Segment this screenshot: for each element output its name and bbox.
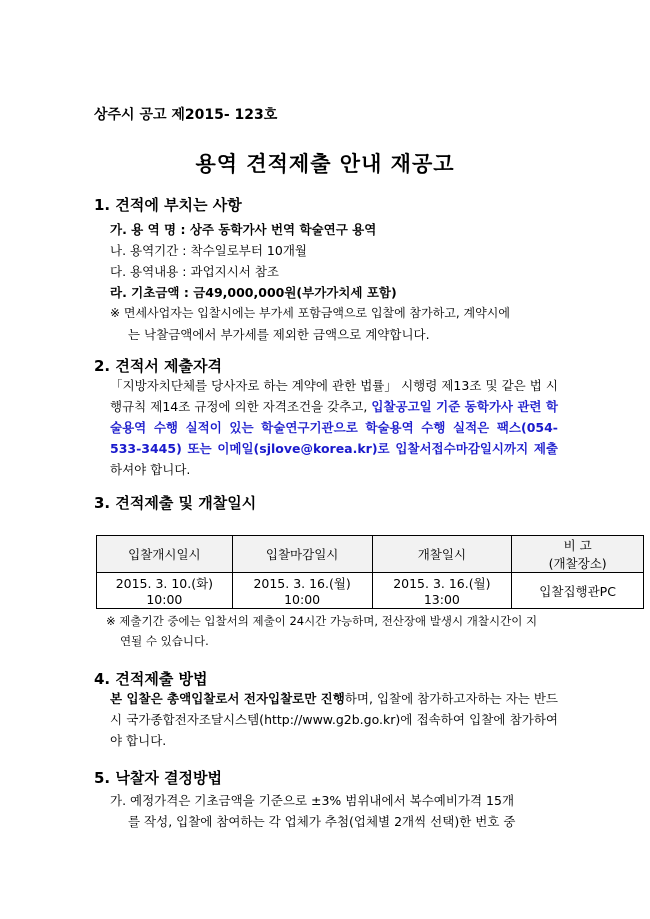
- item-service-name: [110, 220, 376, 238]
- method-text: 하며, 입찰에 참가하고자하는 자는 반드시 국가종합전자조달시스템(http://www.g2b.go.kr)에 접속하여 입찰에 참가하여야 합니다.: [110, 691, 558, 748]
- opening-time: 13:00: [423, 592, 460, 607]
- cell-opening: [372, 573, 512, 609]
- schedule-note-line2: 연될 수 있습니다.: [120, 634, 209, 648]
- qualification-text: 「지방자치단체를 당사자로 하는 계약에 관한 법률」 시행령 제13조 및 같은 법 시행규칙 제14조 규정에 의한 자격조건을 갖추고,: [110, 378, 558, 414]
- section2-heading: 2. 견적서 제출자격: [94, 357, 223, 375]
- notice-number: 상주시 공고 제2015- 123호: [94, 107, 278, 123]
- tax-note-line2: 는 낙찰금액에서 부가세를 제외한 금액으로 계약합니다.: [128, 327, 430, 342]
- section5-heading: 5. 낙찰자 결정방법: [94, 769, 223, 787]
- item-label: 다. 용역내용 :: [110, 264, 187, 279]
- section1-heading: 1. 견적에 부치는 사항: [94, 196, 242, 214]
- bid-start-time: 10:00: [146, 592, 183, 607]
- header-opening: 개찰일시: [372, 536, 512, 573]
- schedule-note-line1: ※ 제출기간 중에는 입찰서의 제출이 24시간 가능하며, 전산장애 발생시 개찰시간이 지: [106, 614, 538, 628]
- award-line2: 를 작성, 입찰에 참여하는 각 업체가 추첨(업체별 2개씩 선택)한 번호 중: [128, 814, 516, 829]
- bid-end-time: 10:00: [284, 592, 321, 607]
- award-line1: 가. 예정가격은 기초금액을 기준으로 ±3% 범위내에서 복수예비가격 15개: [110, 793, 515, 808]
- method-bold-text: 본 입찰은 총액입찰로서 전자입찰로만 진행: [110, 691, 345, 706]
- section4-heading: 4. 견적제출 방법: [94, 670, 208, 688]
- item-base-amount: [110, 283, 397, 301]
- cell-bid-end: [232, 573, 372, 609]
- item-value: 착수일로부터 10개월: [190, 243, 307, 258]
- item-service-content: [110, 262, 279, 280]
- header-remark: [512, 536, 644, 573]
- qualification-paragraph: [110, 375, 558, 480]
- qualification-highlight: 입찰공고일 기준 동학가사 관련 학술용역 수행 실적이 있는 학술연구기관으로 학술용역 수행 실적은 팩스(054-533-3445) 또는 이메일(sjlove@korea.kr)로 입찰서접수마감일시까지 제출: [110, 399, 558, 456]
- table-header-row: [97, 536, 644, 573]
- item-label: 라. 기초금액 :: [110, 285, 189, 300]
- cell-remark: 입찰집행관PC: [512, 573, 644, 609]
- section3-heading: 3. 견적제출 및 개찰일시: [94, 494, 257, 512]
- schedule-table: [96, 535, 644, 609]
- item-label: 나. 용역기간 :: [110, 243, 187, 258]
- item-service-period: [110, 241, 307, 259]
- table-row: [97, 573, 644, 609]
- header-remark-sub: (개찰장소): [548, 556, 607, 571]
- cell-bid-start: [97, 573, 233, 609]
- bid-start-date: 2015. 3. 10.(화): [115, 576, 214, 591]
- item-value: 과업지시서 참조: [190, 264, 279, 279]
- method-paragraph: [110, 688, 558, 751]
- schedule-note: [106, 611, 558, 651]
- header-remark-label: 비 고: [563, 538, 592, 553]
- tax-note-line1: ※ 면세사업자는 입찰시에는 부가세 포함금액으로 입찰에 참가하고, 계약시에: [110, 306, 510, 320]
- item-value: 금49,000,000원(부가가치세 포함): [193, 285, 397, 300]
- header-bid-end: 입찰마감일시: [232, 536, 372, 573]
- bid-end-date: 2015. 3. 16.(월): [253, 576, 351, 591]
- item-label: 가. 용 역 명 :: [110, 222, 186, 237]
- qualification-text-end: 하셔야 합니다.: [110, 462, 191, 477]
- page-title: 용역 견적제출 안내 재공고: [195, 152, 455, 176]
- opening-date: 2015. 3. 16.(월): [393, 576, 491, 591]
- header-bid-start: 입찰개시일시: [97, 536, 233, 573]
- item-value: 상주 동학가사 번역 학술연구 용역: [189, 222, 377, 237]
